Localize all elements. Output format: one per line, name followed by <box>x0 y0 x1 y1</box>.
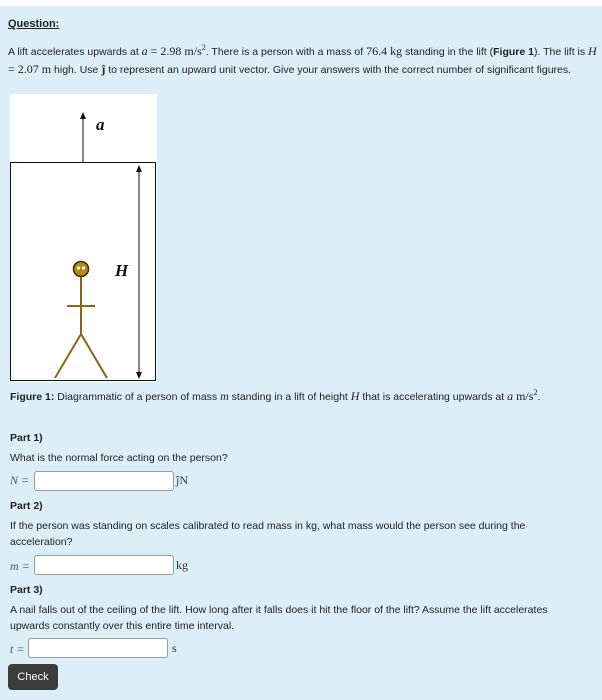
lift-diagram <box>10 94 157 382</box>
question-text: A lift accelerates upwards at a = 2.98 $m/s^2$. There is a person with a mass of 76.4 kg standing in the lift (Figure 1). The lift is H = 2.07 m high. Use ĵ to represent an upward unit vector. Give your answers with the correct number of significant figures. <box>8 43 597 76</box>
part1-title: Part 1) <box>10 432 43 444</box>
part2-label: m = <box>10 559 30 573</box>
normal-force-input[interactable] <box>34 471 174 491</box>
person-head <box>74 262 89 277</box>
question-heading: Question: <box>8 18 60 30</box>
part1-label: N = <box>10 473 30 487</box>
part3-unit: s <box>172 641 177 655</box>
part2-title: Part 2) <box>10 500 43 512</box>
time-input[interactable] <box>28 638 168 658</box>
check-button[interactable]: Check <box>8 664 58 690</box>
mass-input[interactable] <box>34 555 174 575</box>
height-arrowhead-top <box>136 165 142 172</box>
height-arrowhead-bottom <box>136 372 142 379</box>
lift-figure <box>10 94 157 382</box>
part2-unit: kg <box>176 558 188 572</box>
part3-title: Part 3) <box>10 584 43 596</box>
part3-label: t = <box>10 642 25 656</box>
stick-person <box>55 262 107 379</box>
acceleration-label: a <box>96 115 105 134</box>
height-label: H <box>115 261 129 280</box>
acceleration-arrowhead <box>80 112 86 119</box>
part2-text: If the person was standing on scales calibrated to read mass in kg, what mass would the person see during the acceleration? <box>10 520 526 548</box>
figure-caption: Figure 1: Diagrammatic of a person of mass m standing in a lift of height H that is accelerating upwards at a $m/s^2$. <box>10 388 541 403</box>
part3-text: A nail falls out of the ceiling of the lift. How long after it falls does it hit the floor of the lift? Assume the lift accelerates upwards constantly over this entire time interval. <box>10 604 548 632</box>
part1-text: What is the normal force acting on the person? <box>10 452 228 464</box>
part1-unit: ĵN <box>176 473 188 487</box>
